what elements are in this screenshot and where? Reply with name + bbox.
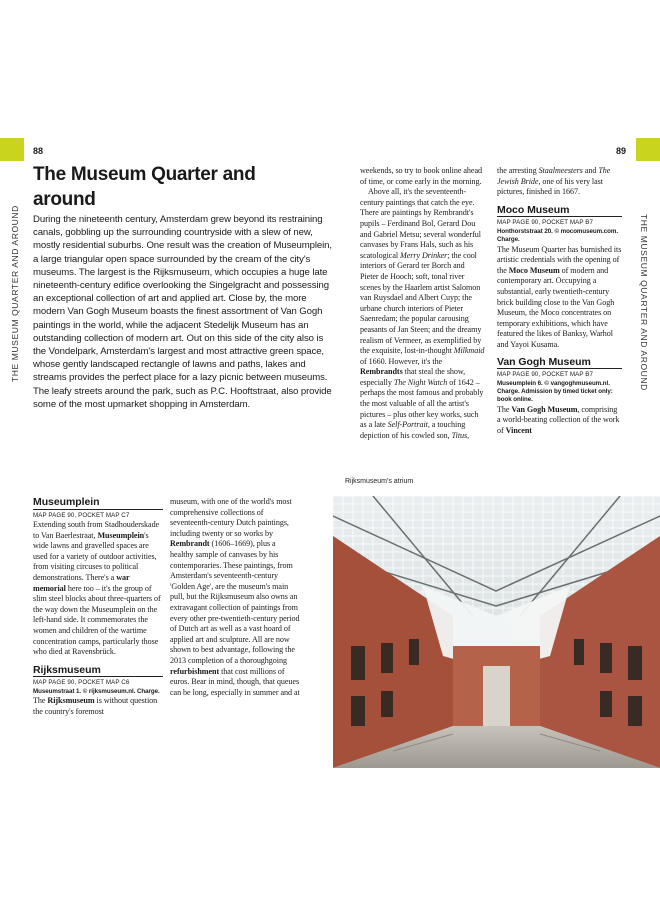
- chapter-color-tab-right: [636, 138, 660, 161]
- rijksmuseum-atrium-photo: [333, 496, 660, 768]
- rijksmuseum-text-cont: museum, with one of the world's most comprehensive collections of seventeenth-century Dutch paintings, including twenty or so works by Rembrandt (1606–1669), plus a healthy sample of canvases by his contemporaries. These paintings, from Amsterdam's seventeenth-century 'Golden Age', are the museum's main pull, but the Rijksmuseum also owns an extravagant collection of paintings from every other pre-twentieth-century period of Dutch art as well as a vast hoard of applied art and sculpture. All are now shown to best advantage, following the 2013 completion of a thoroughgoing refurbishment that cost millions of euros. Bear in mind, though, that queues can be long, especially in summer and at: [170, 497, 300, 697]
- vangogh-heading: Van Gogh Museum: [497, 357, 622, 370]
- chapter-title-line2: around: [33, 189, 96, 210]
- page-number-left: 88: [33, 146, 44, 156]
- moco-map-ref: MAP PAGE 90, POCKET MAP B7: [497, 219, 594, 227]
- moco-info: Honthorststraat 20. © mocomuseum.com. Charge.: [497, 227, 618, 244]
- side-label-left: THE MUSEUM QUARTER AND AROUND: [10, 205, 20, 382]
- moco-heading: Moco Museum: [497, 205, 622, 218]
- museumplein-heading: Museumplein: [33, 497, 163, 510]
- museumplein-map-ref: MAP PAGE 90, POCKET MAP C7: [33, 511, 130, 519]
- moco-text: The Museum Quarter has burnished its artistic credentials with the opening of the Moco Museum of modern and contemporary art. Occupying a substantial, early twentieth-century brick building close to the Van Gogh Museum, the Moco concentrates on temporary exhibitions, which have featured the likes of Banksy, Warhol and Yayoi Kusama.: [497, 244, 622, 349]
- column-4: [497, 166, 622, 437]
- chapter-title-line1: The Museum Quarter and: [33, 164, 256, 185]
- rijksmuseum-info: Museumstraat 1. © rijksmuseum.nl. Charge.: [33, 687, 160, 695]
- vangogh-text: The Van Gogh Museum, comprising a world-beating collection of the work of Vincent: [497, 404, 620, 435]
- page-number-right: 89: [616, 146, 627, 156]
- chapter-color-tab-left: [0, 138, 24, 161]
- chapter-title: [33, 162, 333, 212]
- vangogh-map-ref: MAP PAGE 90, POCKET MAP B7: [497, 371, 594, 379]
- column-1: [33, 497, 163, 717]
- side-label-right: THE MUSEUM QUARTER AND AROUND: [639, 214, 649, 391]
- rijksmuseum-text-end: the arresting Staalmeesters and The Jewish Bride, one of his very last pictures, finished in 1667.: [497, 166, 611, 197]
- intro-paragraph: During the nineteenth century, Amsterdam grew beyond its restraining canals, gobbling up the surrounding countryside with a slew of new, mostly residential suburbs. One result was the creation of Museumplein, a large triangular open space surrounded by the cream of the city's museums. The largest is the Rijksmuseum, which occupies a huge late nineteenth-century edifice overlooking the Singelgracht and possessing an exceptional collection of art and applied art. Close by, the more modern Van Gogh Museum boasts the finest assortment of Van Gogh paintings in the world, while the adjacent Stedelijk Museum has an outstanding collection of modern art. Out on this side of the city also is the Vondelpark, Amsterdam's largest and most attractive green space, whose gently landscaped rectangle of lawns and paths, lakes and streams provides the perfect place for a lazy picnic between museums. The leafy streets around the park, such as P.C. Hooftstraat, also provide some of the most upmarket shopping in Amsterdam.: [33, 214, 332, 410]
- rijksmuseum-map-ref: MAP PAGE 90, POCKET MAP C6: [33, 679, 130, 687]
- museumplein-text: Extending south from Stadhouderskade to Van Baerlestraat, Museumplein's wide lawns and gravelled spaces are used for a variety of outdoor activities, from visiting circuses to political demonstrations. There's a war memorial here too – it's the group of slim steel blocks about three-quarters of the way down the Museumplein on the left-hand side. It commemorates the women and children of the wartime concentration camps, particularly those who died at Ravensbrück.: [33, 520, 161, 657]
- rijksmuseum-heading: Rijksmuseum: [33, 665, 163, 678]
- rijksmuseum-text-cont2: weekends, so try to book online ahead of time, or come early in the morning.: [360, 166, 482, 186]
- column-2: [170, 497, 300, 698]
- column-3: [360, 166, 485, 441]
- photo-caption: Rijksmuseum's atrium: [345, 478, 414, 485]
- rijksmuseum-text: The Rijksmuseum is without question the country's foremost: [33, 696, 158, 716]
- rijksmuseum-paintings-text: Above all, it's the seventeenth-century paintings that catch the eye. There are paintings by Rembrandt's pupils – Ferdinand Bol, Gerard Dou and Gabriel Metsu; several wonderful canvases by Frans Hals, such as his scatological Merry Drinker; the cool interiors of Gerard ter Borch and Pieter de Hooch; soft, tonal river scenes by the Haarlem artist Salomon van Ruysdael and Albert Cuyp; the urbane church interiors of Pieter Saenredam; the popular carousing peasants of Jan Steen; and the dreamy realism of Vermeer, as exemplified by the exquisite, lost-in-thought Milkmaid of 1660. However, it's the Rembrandts that steal the show, especially The Night Watch of 1642 – perhaps the most famous and probably the most valuable of all the artist's pictures – plus other key works, such as a late Self-Portrait, a touching depiction of his cowled son, Titus,: [360, 187, 485, 440]
- vangogh-info: Museumplein 6. © vangoghmuseum.nl. Charge. Admission by timed ticket only: book online.: [497, 379, 613, 404]
